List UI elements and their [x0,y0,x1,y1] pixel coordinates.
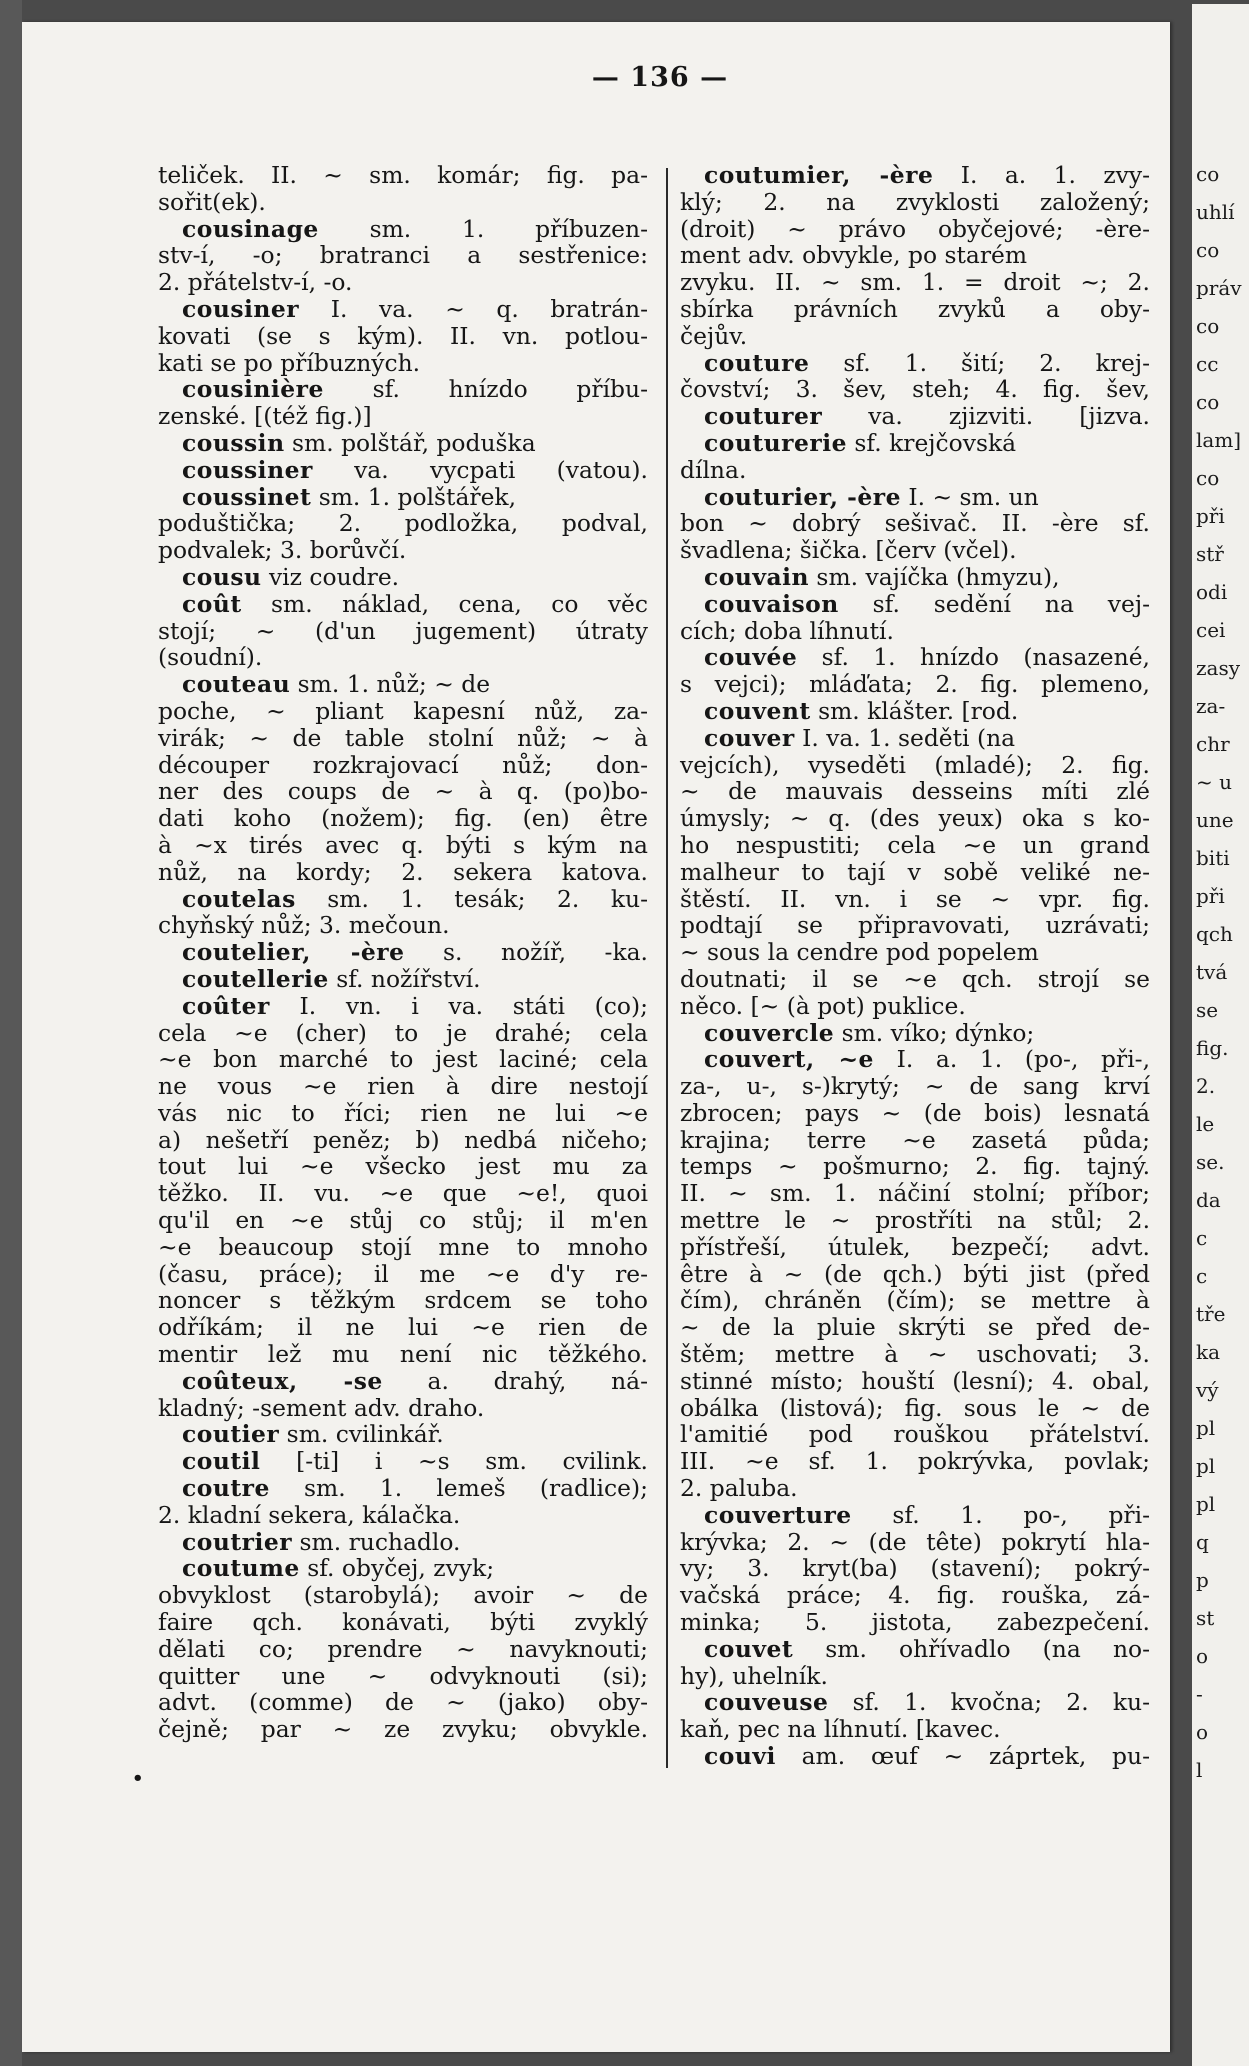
entry-line [680,403,1150,430]
entry-line: ne vous ~e rien à dire nestojí [158,1072,648,1101]
next-page-fragment: c [1196,1226,1208,1250]
next-page-fragment: se [1196,998,1219,1022]
headword: coutellerie [182,964,329,993]
entry-line [158,216,648,243]
entry-line: obvyklost (starobylá); avoir ~ de [158,1581,648,1610]
entry-line [680,591,1150,618]
entry-line [158,1448,648,1475]
entry-line [158,939,648,966]
next-page-fragment: o [1196,1644,1209,1668]
headword: couvée [704,643,798,672]
next-page-fragment: pl [1196,1454,1216,1478]
headword: coussiner [182,455,313,484]
left-column [158,162,648,1743]
entry-line [680,162,1150,189]
entry-line: cích; doba líhnutí. [680,616,894,645]
entry-line [158,376,648,403]
definition-text: sm. náklad, cena, co věc [241,589,648,618]
margin-mark: • [132,1768,144,1789]
entry-line: 2. přátelstv-í, -o. [158,268,353,297]
entry-line [158,1368,648,1395]
entry-line: těžko. II. vu. ~e que ~e!, quoi [158,1179,648,1208]
entry-line: kovati (se s kým). II. vn. potlou- [158,321,648,350]
definition-text: sm. cvilinkář. [279,1420,444,1449]
next-page-fragment: fig. [1196,1036,1229,1060]
definition-text: a. drahý, ná- [382,1366,648,1395]
entry-line [158,886,648,913]
next-page-fragment: 2. [1196,1074,1216,1098]
entry-line: poche, ~ pliant kapesní nůž, za- [158,696,648,725]
next-page-fragment: při [1196,504,1225,528]
entry-line: vačská práce; 4. fig. rouška, zá- [680,1581,1150,1610]
definition-text: sm. 1. příbuzen- [318,214,648,243]
entry-line: něco. [~ (à pot) puklice. [680,991,966,1020]
entry-line [680,484,1150,511]
next-page-fragment: co [1196,238,1220,262]
entry-line: čejův. [680,321,748,350]
entry-line: stv-í, -o; bratranci a sestřenice: [158,241,648,270]
definition-text: sm. 1. polštářek, [311,482,517,511]
entry-line: podtají se připravovati, uzrávati; [680,911,1150,940]
entry-line: ment adv. obvykle, po starém [680,241,1028,270]
entry-line: ~e beaucoup stojí mne to mnoho [158,1232,648,1261]
headword: couteau [182,670,291,699]
entry-line: vy; 3. kryt(ba) (stavení); pokrý- [680,1554,1150,1583]
headword: couvet [704,1634,794,1663]
entry-line [158,1529,648,1556]
entry-line [680,725,1150,752]
definition-text: I. vn. i va. státi (co); [269,991,648,1020]
entry-line: chyňský nůž; 3. mečoun. [158,911,450,940]
definition-text: sm. 1. nůž; ~ de [290,670,491,699]
headword: coutil [182,1447,261,1476]
headword: cousiner [182,294,300,323]
entry-line: mettre le ~ prostříti na stůl; 2. [680,1206,1150,1235]
next-page-fragment: pl [1196,1492,1216,1516]
entry-line: zenské. [(též fig.)] [158,402,372,431]
entry-line: zvyku. II. ~ sm. 1. = droit ~; 2. [680,268,1150,297]
next-page-fragment: - [1196,1682,1203,1706]
definition-text: sm. ruchadlo. [292,1527,461,1556]
headword: couvert, ~e [704,1045,874,1074]
definition-text: I. va. ~ q. bratrán- [299,294,648,323]
headword: couver [704,723,795,752]
headword: coutelas [182,884,296,913]
headword: couvi [704,1742,776,1771]
next-page-fragment: o [1196,1720,1209,1744]
definition-text: sf. 1. šití; 2. krej- [809,348,1150,377]
entry-line: sořit(ek). [158,187,266,216]
entry-line: kati se po příbuzných. [158,348,421,377]
headword: cousinière [182,375,324,404]
definition-text: [-ti] i ~s sm. cvilink. [260,1447,648,1476]
entry-line: dělati co; prendre ~ navyknouti; [158,1634,648,1663]
definition-text: sm. víko; dýnko; [834,1018,1035,1047]
entry-line: teliček. II. ~ sm. komár; fig. pa- [158,161,648,189]
next-page-fragment: da [1196,1188,1221,1212]
definition-text: I. ~ sm. un [900,482,1039,511]
entry-line: ~ de mauvais desseins míti zlé [680,777,1150,806]
next-page-fragment: lam] [1196,428,1242,452]
entry-line: krajina; terre ~e zasetá půda; [680,1125,1150,1154]
headword: couturer [704,402,823,431]
next-page-fragment: c [1196,1264,1208,1288]
headword: coussin [182,428,285,457]
entry-line: poduštička; 2. podložka, podval, [158,509,648,538]
entry-line: hy), uhelník. [680,1661,828,1690]
next-page-fragment: tvá [1196,960,1228,984]
next-page-fragment: uhlí [1196,200,1235,224]
definition-text: sm. ohřívadlo (na no- [793,1634,1150,1663]
entry-line: 2. kladní sekera, kálačka. [158,1500,461,1529]
next-page-fragment: l [1196,1758,1203,1782]
headword: coutume [182,1554,300,1583]
entry-line: stinné místo; houští (lesní); 4. obal, [680,1366,1150,1395]
entry-line [158,457,648,484]
headword: coutelier, -ère [182,938,405,967]
headword: coussinet [182,482,312,511]
entry-line [680,644,1150,671]
definition-text: sm. klášter. [rod. [810,696,1019,725]
next-page-fragment: při [1196,884,1225,908]
definition-text: I. a. 1. zvy- [933,161,1150,189]
next-page-fragment: co [1196,162,1220,186]
entry-line: 2. paluba. [680,1474,798,1503]
definition-text: sf. obyčej, zvyk; [299,1554,495,1583]
entry-line: virák; ~ de table stolní nůž; ~ à [158,723,648,752]
entry-line: ner des coups de ~ à q. (po)bo- [158,777,648,806]
entry-line [680,1502,1150,1529]
right-column [680,162,1150,1770]
definition-text: s. nožíř, -ka. [404,938,648,967]
entry-line: švadlena; šička. [červ (včel). [680,536,1017,565]
entry-line: zbrocen; pays ~ (de bois) lesnatá [680,1098,1150,1127]
entry-line: kladný; -sement adv. draho. [158,1393,485,1422]
entry-line: krývka; 2. ~ (de tête) pokrytí hla- [680,1527,1150,1556]
definition-text: sf. hnízdo příbu- [323,375,648,404]
entry-line: odříkám; il ne lui ~e rien de [158,1313,648,1342]
next-page-fragment: cc [1196,352,1219,376]
entry-line: a) nešetří peněz; b) nedbá ničeho; [158,1125,648,1154]
entry-line: za-, u-, s-)krytý; ~ de sang krví [680,1072,1150,1101]
entry-line: quitter une ~ odvyknouti (si); [158,1661,648,1690]
headword: couvent [704,696,811,725]
entry-line: podvalek; 3. borůvčí. [158,536,407,565]
entry-line: bon ~ dobrý sešivač. II. -ère sf. [680,509,1150,538]
definition-text: I. a. 1. (po-, při-, [873,1045,1151,1074]
next-page-fragment: stř [1196,542,1224,566]
entry-line [680,564,1150,591]
headword: coût [182,589,242,618]
entry-line: découper rozkrajovací nůž; don- [158,750,648,779]
headword: couvaison [704,589,839,618]
entry-line [680,698,1150,725]
headword: coutrier [182,1527,293,1556]
entry-line: štěstí. II. vn. i se ~ vpr. fig. [680,884,1150,913]
entry-line: noncer s těžkým srdcem se toho [158,1286,648,1315]
entry-line: tout lui ~e všecko jest mu za [158,1152,648,1181]
definition-text: viz coudre. [261,562,400,591]
next-page-fragment: co [1196,466,1220,490]
entry-line: advt. (comme) de ~ (jako) oby- [158,1688,648,1717]
next-page-fragment: ka [1196,1340,1221,1364]
entry-line [158,1555,648,1582]
entry-line [680,430,1150,457]
entry-line: (času, práce); il me ~e d'y re- [158,1259,648,1288]
entry-line: cela ~e (cher) to je drahé; cela [158,1018,648,1047]
entry-line: vás nic to říci; rien ne lui ~e [158,1098,648,1127]
entry-line [158,296,648,323]
entry-line: ho nespustiti; cela ~e un grand [680,830,1150,859]
next-page-fragment: tře [1196,1302,1226,1326]
entry-line: (soudní). [158,643,263,672]
entry-line: mentir lež mu není nic těžkého. [158,1340,648,1369]
entry-line [680,1743,1150,1770]
next-page-fragment: p [1196,1568,1209,1592]
definition-text: sf. sedění na vej- [838,589,1150,618]
entry-line: faire qch. konávati, býti zvyklý [158,1608,648,1637]
entry-line: s vejci); mláďata; 2. fig. plemeno, [680,670,1150,699]
definition-text: sf. 1. hnízdo (nasazené, [797,643,1150,672]
entry-line: stojí; ~ (d'un jugement) útraty [158,616,648,645]
headword: coutumier, -ère [704,161,934,189]
entry-line: sbírka právních zvyků a oby- [680,294,1150,323]
entry-line: ~ de la pluie skrýti se před de- [680,1313,1150,1342]
definition-text: sf. 1. po-, při- [851,1500,1150,1529]
headword: couvain [704,562,809,591]
entry-line: dílna. [680,455,747,484]
headword: coûteux, -se [182,1366,383,1395]
entry-line [158,993,648,1020]
definition-text: va. vycpati (vatou). [312,455,648,484]
next-page-fragment: práv [1196,276,1242,300]
next-page-fragment: pl [1196,1416,1216,1440]
next-page-fragment: qch [1196,922,1233,946]
entry-line [158,430,648,457]
entry-line: štěm; mettre à ~ uschovati; 3. [680,1340,1150,1369]
next-page-fragment: ~ u [1196,770,1232,794]
entry-line [158,564,648,591]
entry-line: obálka (listová); fig. sous le ~ de [680,1393,1150,1422]
entry-line: čejně; par ~ ze zvyku; obvykle. [158,1715,648,1744]
headword: cousinage [182,214,319,243]
entry-line: nůž, na kordy; 2. sekera katova. [158,857,648,886]
entry-line [158,591,648,618]
column-divider [666,168,668,1768]
entry-line: être à ~ (de qch.) býti jist (před [680,1259,1150,1288]
entry-line: úmysly; ~ q. (des yeux) oka s ko- [680,804,1150,833]
entry-line: (droit) ~ právo obyčejové; -ère- [680,214,1150,243]
definition-text: sm. 1. tesák; 2. ku- [295,884,648,913]
headword: coûter [182,991,270,1020]
entry-line [680,1689,1150,1716]
entry-line [158,484,648,511]
next-page-fragment: se. [1196,1150,1225,1174]
page-number: — 136 — [591,62,729,93]
entry-line: přístřeší, útulek, bezpečí; advt. [680,1232,1150,1261]
entry-line: temps ~ pošmurno; 2. fig. tajný. [680,1152,1150,1181]
entry-line: ~ sous la cendre pod popelem [680,938,1039,967]
entry-line: dati koho (nožem); fig. (en) être [158,804,648,833]
next-page-fragment: co [1196,390,1220,414]
next-page-fragment: co [1196,314,1220,338]
definition-text: sm. polštář, poduška [284,428,536,457]
definition-text: sf. krejčovská [846,428,1017,457]
entry-line: doutnati; il se ~e qch. strojí se [680,964,1150,993]
entry-line: III. ~e sf. 1. pokrývka, povlak; [680,1447,1150,1476]
entry-line [158,1475,648,1502]
definition-text: sf. 1. kvočna; 2. ku- [828,1688,1150,1717]
entry-line: qu'il en ~e stůj co stůj; il m'en [158,1206,648,1235]
scan-background [0,0,22,2066]
definition-text: sm. vajíčka (hmyzu), [809,562,1060,591]
entry-line: à ~x tirés avec q. býti s kým na [158,830,648,859]
entry-line [158,966,648,993]
next-page-fragment: st [1196,1606,1215,1630]
next-page-fragment: odi [1196,580,1228,604]
next-page-fragment: q [1196,1530,1209,1554]
next-page-fragment: za- [1196,694,1226,718]
adjacent-page-edge [1192,4,1249,2066]
headword: couvercle [704,1018,835,1047]
headword: couturerie [704,428,847,457]
definition-text: va. zjizviti. [jizva. [822,402,1150,431]
headword: cousu [182,562,262,591]
headword: coutre [182,1474,270,1503]
headword: couveuse [704,1688,829,1717]
entry-line [158,1421,648,1448]
headword: coutier [182,1420,280,1449]
entry-line: kaň, pec na líhnutí. [kavec. [680,1715,1001,1744]
next-page-fragment: zasy [1196,656,1241,680]
entry-line: čovství; 3. šev, steh; 4. fig. šev, [680,375,1150,404]
entry-line: l'amitié pod rouškou přátelství. [680,1420,1150,1449]
entry-line: II. ~ sm. 1. náčiní stolní; příbor; [680,1179,1150,1208]
definition-text: am. œuf ~ záprtek, pu- [775,1742,1150,1771]
definition-text: sf. nožířství. [328,964,481,993]
headword: couturier, -ère [704,482,901,511]
entry-line: ~e bon marché to jest laciné; cela [158,1045,648,1074]
next-page-fragment: cei [1196,618,1226,642]
headword: couverture [704,1500,852,1529]
entry-line [680,1046,1150,1073]
entry-line: minka; 5. jistota, zabezpečení. [680,1608,1150,1637]
entry-line [680,1636,1150,1663]
entry-line: klý; 2. na zvyklosti založený; [680,187,1150,216]
entry-line: čím), chráněn (čím); se mettre à [680,1286,1150,1315]
next-page-fragment: chr [1196,732,1230,756]
definition-text: I. va. 1. seděti (na [794,723,1016,752]
headword: couture [704,348,810,377]
next-page-fragment: une [1196,808,1234,832]
next-page-fragment: biti [1196,846,1230,870]
next-page-fragment: vý [1196,1378,1219,1402]
entry-line [680,1020,1150,1047]
entry-line [158,671,648,698]
definition-text: sm. 1. lemeš (radlice); [269,1474,648,1503]
next-page-fragment: le [1196,1112,1215,1136]
entry-line: malheur to tají v sobě veliké ne- [680,857,1150,886]
entry-line [680,350,1150,377]
entry-line: vejcích), vyseděti (mladé); 2. fig. [680,750,1150,779]
